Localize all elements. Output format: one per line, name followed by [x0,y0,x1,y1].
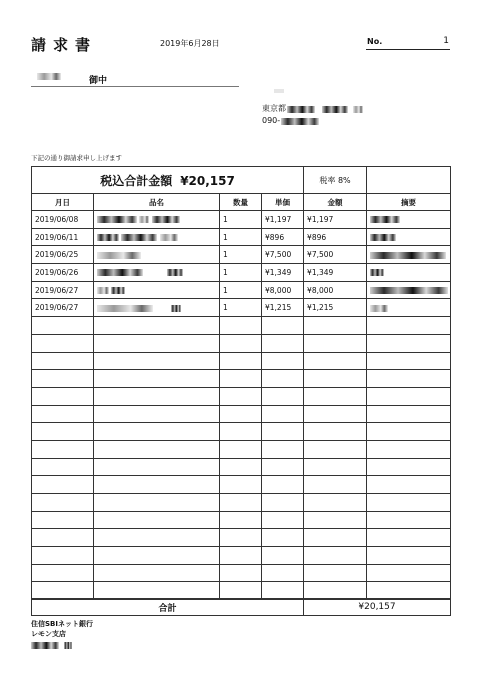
blank-cell [220,405,262,423]
blank-cell [367,476,451,494]
invoice-number-label: No. [367,37,383,46]
table-row [32,299,451,317]
row-amount: ¥8,000 [304,281,367,299]
redacted-item [139,216,149,223]
row-qty: 1 [220,246,262,264]
blank-cell [262,334,304,352]
row-unit-price: ¥1,215 [262,299,304,317]
blank-cell [94,317,220,335]
header-qty: 数量 [220,194,262,211]
blank-cell [220,352,262,370]
row-remarks [367,246,451,264]
redacted-item [121,234,157,241]
blank-row [32,334,451,352]
blank-cell [32,529,94,547]
blank-cell [220,317,262,335]
blank-cell [262,564,304,582]
blank-row [32,370,451,388]
redacted-item [152,216,180,223]
row-amount: ¥1,349 [304,264,367,282]
blank-cell [94,494,220,512]
blank-cell [220,458,262,476]
redacted-address-2 [322,106,348,113]
blank-cell [94,564,220,582]
blank-cell [32,476,94,494]
blank-cell [32,458,94,476]
row-remarks [367,211,451,229]
blank-cell [367,529,451,547]
bank-info [31,619,93,649]
row-unit-price: ¥1,197 [262,211,304,229]
blank-cell [220,423,262,441]
blank-cell [94,423,220,441]
redacted-item [111,287,125,294]
header-item: 品名 [94,194,220,211]
redacted-item [167,269,183,276]
blank-cell [220,440,262,458]
row-item [94,228,220,246]
redacted-item [160,234,178,241]
row-amount: ¥7,500 [304,246,367,264]
invoice-note: 下記の通り御請求申し上げます [31,154,122,162]
blank-cell [304,564,367,582]
blank-cell [220,387,262,405]
blank-cell [32,405,94,423]
header-unit-price: 単価 [262,194,304,211]
totals-value: ¥20,157 [304,599,451,616]
blank-cell [367,317,451,335]
blank-cell [367,352,451,370]
table-row [32,228,451,246]
blank-cell [220,334,262,352]
blank-cell [367,547,451,565]
blank-cell [367,370,451,388]
blank-row [32,387,451,405]
table-header-row [32,194,451,211]
tax-included-total [32,167,304,194]
table-row [32,264,451,282]
tax-rate: 税率 8% [304,167,367,194]
row-item [94,299,220,317]
blank-cell [262,582,304,600]
blank-cell [94,529,220,547]
redacted-remarks [370,216,400,223]
blank-cell [32,582,94,600]
invoice-number-value: 1 [443,36,449,46]
recipient-line [31,70,239,87]
blank-cell [262,547,304,565]
blank-cell [32,423,94,441]
blank-cell [220,547,262,565]
redacted-item [97,252,141,259]
blank-cell [32,387,94,405]
row-remarks [367,264,451,282]
blank-row [32,547,451,565]
row-remarks [367,281,451,299]
redacted-item [97,269,143,276]
blank-cell [262,529,304,547]
table-row [32,246,451,264]
row-qty: 1 [220,299,262,317]
blank-cell [32,317,94,335]
blank-cell [94,458,220,476]
blank-cell [32,564,94,582]
blank-cell [94,352,220,370]
row-item [94,264,220,282]
blank-cell [262,476,304,494]
redacted-address-1 [287,106,315,113]
blank-cell [367,405,451,423]
bank-branch: レモン支店 [31,630,66,638]
sender-phone-prefix: 090- [262,116,281,125]
blank-cell [220,370,262,388]
redacted-account [64,642,72,649]
blank-cell [220,564,262,582]
tax-included-total-label: 税込合計金額 [100,173,173,188]
blank-cell [304,494,367,512]
blank-cell [262,458,304,476]
row-remarks [367,228,451,246]
blank-cell [262,405,304,423]
blank-row [32,564,451,582]
blank-cell [304,423,367,441]
sender-address-prefix: 東京都 [262,104,286,113]
blank-cell [94,582,220,600]
blank-cell [304,334,367,352]
row-unit-price: ¥896 [262,228,304,246]
blank-rows [32,317,451,600]
row-item [94,211,220,229]
redacted-account [31,642,59,649]
redacted-item [97,216,137,223]
blank-cell [304,582,367,600]
blank-cell [262,494,304,512]
redacted-smudge [274,89,284,93]
bank-account [31,642,93,649]
row-date: 2019/06/08 [32,211,94,229]
invoice-number [366,36,450,50]
row-item [94,281,220,299]
row-remarks [367,299,451,317]
blank-cell [367,564,451,582]
blank-cell [94,370,220,388]
row-date: 2019/06/27 [32,281,94,299]
header-date: 月日 [32,194,94,211]
redacted-item [97,234,119,241]
blank-cell [367,458,451,476]
row-unit-price: ¥8,000 [262,281,304,299]
blank-row [32,494,451,512]
blank-cell [304,476,367,494]
blank-row [32,582,451,600]
blank-cell [262,370,304,388]
totals-label: 合計 [32,599,304,616]
row-date: 2019/06/11 [32,228,94,246]
blank-cell [304,529,367,547]
row-qty: 1 [220,264,262,282]
row-qty: 1 [220,228,262,246]
row-qty: 1 [220,281,262,299]
blank-cell [367,387,451,405]
blank-row [32,423,451,441]
blank-cell [304,352,367,370]
document-title: 請求書 [31,36,98,54]
blank-cell [304,405,367,423]
blank-cell [32,352,94,370]
blank-cell [32,547,94,565]
blank-cell [94,440,220,458]
row-date: 2019/06/27 [32,299,94,317]
row-unit-price: ¥7,500 [262,246,304,264]
row-amount: ¥896 [304,228,367,246]
header-amount: 金額 [304,194,367,211]
blank-cell [304,511,367,529]
blank-cell [367,334,451,352]
blank-cell [367,494,451,512]
blank-cell [94,511,220,529]
redacted-address-3 [353,106,363,113]
blank-cell [94,547,220,565]
blank-row [32,529,451,547]
redacted-remarks [370,305,388,312]
blank-cell [262,352,304,370]
totals-row [32,599,451,616]
row-qty: 1 [220,211,262,229]
blank-row [32,440,451,458]
blank-cell [94,387,220,405]
blank-cell [262,423,304,441]
blank-cell [262,511,304,529]
redacted-phone [281,118,319,125]
summary-row [32,167,451,194]
blank-cell [367,511,451,529]
blank-cell [32,334,94,352]
redacted-remarks [370,252,446,259]
redacted-item [97,287,109,294]
table-row [32,281,451,299]
blank-cell [94,405,220,423]
blank-cell [32,494,94,512]
blank-cell [220,529,262,547]
sender-phone [262,115,363,127]
totals-table [31,598,451,616]
blank-cell [367,440,451,458]
table-row [32,211,451,229]
summary-blank-cell [367,167,451,194]
blank-cell [304,370,367,388]
sender-address [262,103,363,115]
recipient-honorific: 御中 [89,76,108,86]
blank-cell [220,476,262,494]
bank-name: 住信SBIネット銀行 [31,620,93,628]
blank-row [32,476,451,494]
blank-cell [32,511,94,529]
row-date: 2019/06/25 [32,246,94,264]
blank-row [32,352,451,370]
blank-row [32,405,451,423]
blank-cell [262,440,304,458]
row-amount: ¥1,215 [304,299,367,317]
row-amount: ¥1,197 [304,211,367,229]
blank-cell [94,476,220,494]
blank-row [32,511,451,529]
blank-cell [262,387,304,405]
row-date: 2019/06/26 [32,264,94,282]
blank-cell [32,440,94,458]
redacted-remarks [370,287,448,294]
blank-cell [367,423,451,441]
redacted-recipient [37,73,61,80]
tax-included-total-value: ¥20,157 [180,173,235,188]
blank-cell [304,440,367,458]
sender-info [262,103,363,127]
blank-cell [32,370,94,388]
blank-cell [304,547,367,565]
redacted-remarks [370,234,396,241]
blank-cell [304,317,367,335]
blank-cell [262,317,304,335]
redacted-item [171,305,181,312]
blank-cell [220,511,262,529]
row-unit-price: ¥1,349 [262,264,304,282]
redacted-remarks [370,269,384,276]
blank-cell [304,387,367,405]
invoice-table [31,166,451,600]
redacted-item [97,305,153,312]
blank-cell [304,458,367,476]
blank-cell [367,582,451,600]
header-remarks: 摘要 [367,194,451,211]
row-item [94,246,220,264]
blank-cell [220,494,262,512]
blank-row [32,317,451,335]
blank-row [32,458,451,476]
blank-cell [220,582,262,600]
issue-date: 2019年6月28日 [160,39,220,48]
blank-cell [94,334,220,352]
